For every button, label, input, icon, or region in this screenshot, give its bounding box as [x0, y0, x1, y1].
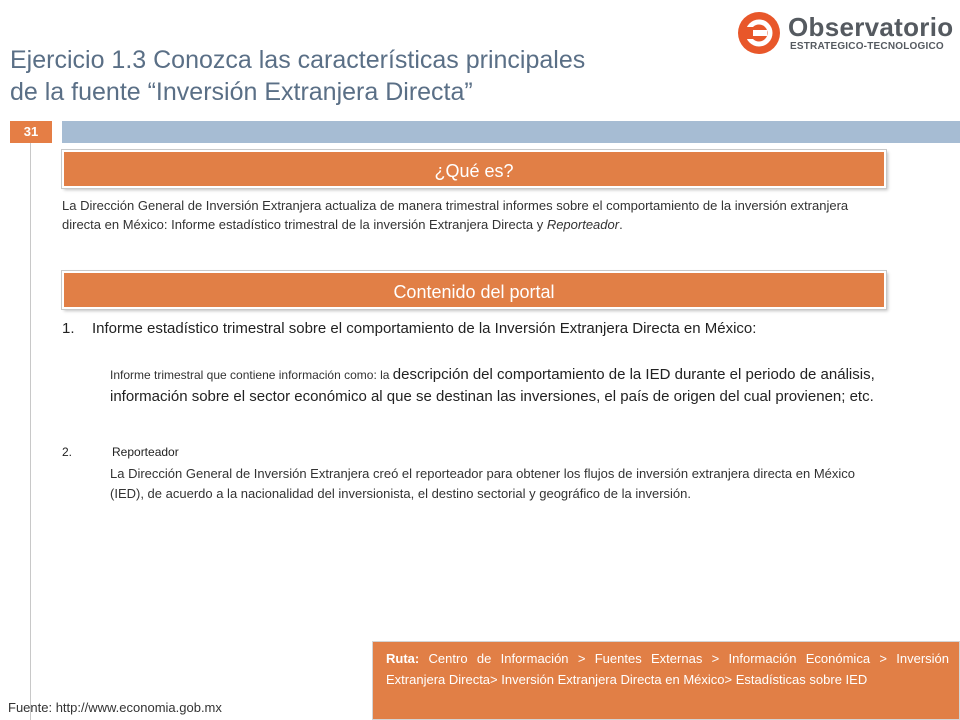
list-item-1 — [62, 318, 882, 339]
header-bar — [62, 121, 960, 143]
page-title-line-2: de la fuente “Inversión Extranjera Directa” — [10, 78, 473, 106]
list-item-title: Reporteador — [112, 445, 179, 459]
section-description — [62, 196, 878, 234]
description-text: La Dirección General de Inversión Extranjera actualiza de manera trimestral informes sobre el comportamiento de la inversión extranjera directa en México: Informe estadístico trimestral de la inversión Extranjera Directa y — [62, 198, 849, 232]
list-item-number: 2. — [62, 445, 73, 459]
page-title-line-1: Ejercicio 1.3 Conozca las características principales — [10, 46, 586, 74]
route-path: Centro de Información > Fuentes Externas > Información Económica > Inversión Extranjera Directa> Inversión Extranjera Directa en México> Estadísticas sobre IED — [386, 651, 949, 687]
slide-number: 31 — [10, 121, 52, 143]
description-large-text: descripción del comportamiento de la IED durante el periodo de análisis, información sobre el sector económico al que se destinan las inversiones, el país de origen del cual provienen; etc. — [110, 366, 875, 405]
observatorio-logo — [738, 8, 960, 58]
route-label: Ruta: — [386, 651, 420, 666]
list-item-title: Informe estadístico trimestral sobre el comportamiento de la Inversión Extranjera Directa en México: — [92, 320, 757, 337]
list-item-number: 1. — [62, 320, 75, 337]
list-item-1-description — [110, 364, 880, 407]
section-heading-que-es: ¿Qué es? — [62, 150, 886, 188]
description-end: . — [619, 217, 623, 232]
page-title — [10, 44, 710, 108]
list-item-2-description: La Dirección General de Inversión Extranjera creó el reporteador para obtener los flujos de inversión extranjera directa en México (IED), de acuerdo a la nacionalidad del inversionista, el destino sectorial y geográfico de la inversión. — [110, 466, 856, 501]
section-heading-contenido: Contenido del portal — [62, 271, 886, 309]
list-item-2 — [62, 443, 882, 461]
left-divider — [30, 143, 31, 720]
logo-subtitle: ESTRATEGICO-TECNOLOGICO — [790, 41, 944, 52]
description-small-text: Informe trimestral que contiene información como: la — [110, 368, 393, 382]
source-note: Fuente: http://www.economia.gob.mx — [8, 700, 222, 715]
route-box — [372, 641, 960, 720]
description-italic: Reporteador — [546, 217, 620, 232]
logo-mark-icon — [738, 12, 780, 54]
logo-name: Observatorio — [788, 12, 954, 42]
